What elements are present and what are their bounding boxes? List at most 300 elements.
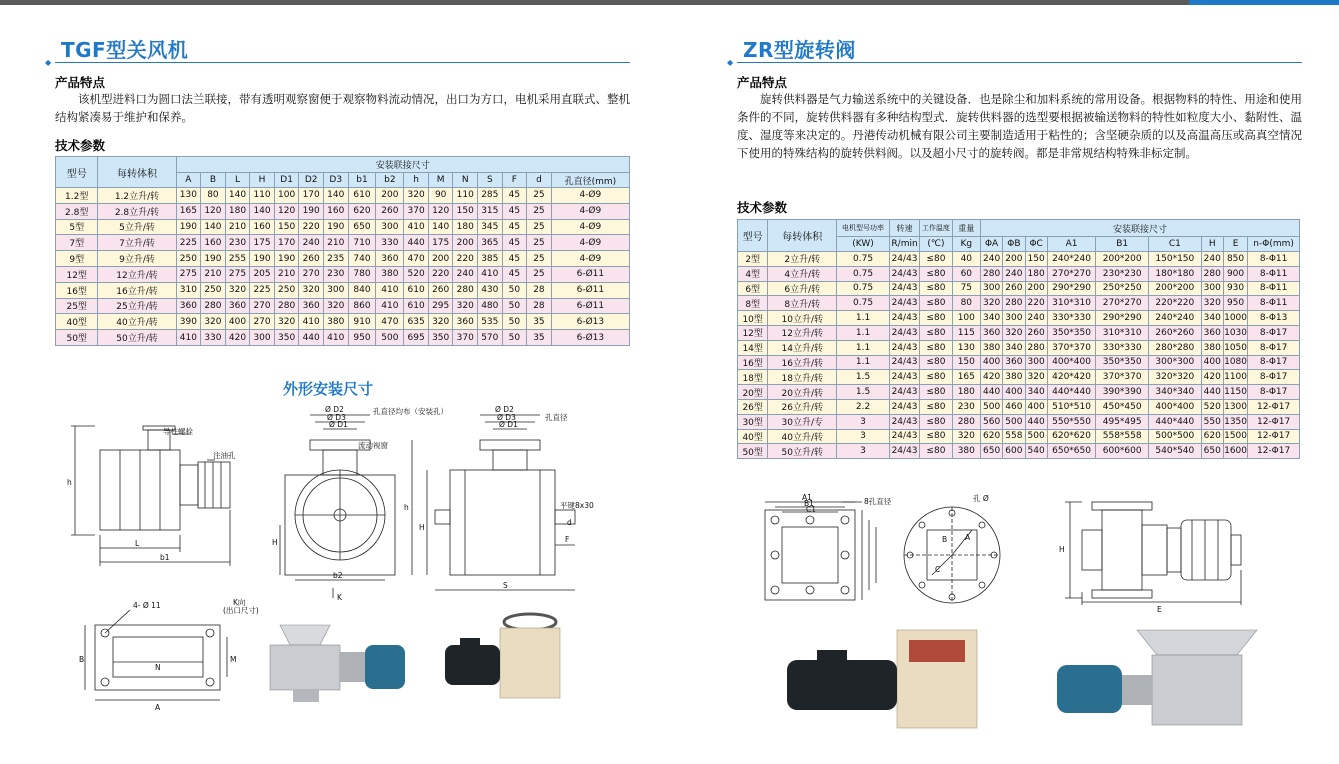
table-cell: 240 xyxy=(453,266,478,282)
tgf-spec-table xyxy=(55,156,630,346)
table-cell: 25 xyxy=(527,203,552,219)
table-cell: 1050 xyxy=(1223,340,1247,355)
dim-d2-end: Ø D2 xyxy=(495,405,514,414)
table-cell: 28 xyxy=(527,282,552,298)
table-cell: 50 xyxy=(502,314,527,330)
table-cell: 220 xyxy=(428,266,453,282)
table-cell: 200 xyxy=(1003,252,1025,267)
table-row xyxy=(56,314,630,330)
table-cell: 6-Ø11 xyxy=(551,282,629,298)
sub-header-cell: h xyxy=(404,173,429,188)
table-cell: 360 xyxy=(1003,355,1025,370)
table-cell: 30型 xyxy=(738,414,768,429)
table-cell: 440*440 xyxy=(1149,414,1202,429)
table-cell: 535 xyxy=(478,314,503,330)
bullet-diamond-icon: ◆ xyxy=(727,58,734,67)
table-cell: 2立升/转 xyxy=(768,252,837,267)
table-cell: 365 xyxy=(478,235,503,251)
table-cell: 370*370 xyxy=(1096,370,1149,385)
zr-header xyxy=(727,34,1302,67)
diagram-title: 外形安装尺寸 xyxy=(283,380,374,398)
end-view-drawing xyxy=(412,415,575,590)
zr-photo-cream xyxy=(787,630,977,728)
table-cell: 540 xyxy=(1025,444,1047,459)
table-cell: 520 xyxy=(1201,399,1223,414)
table-cell: 300 xyxy=(250,330,275,346)
title-rule xyxy=(737,62,1302,63)
table-cell: 380 xyxy=(323,314,348,330)
table-cell: 1.1 xyxy=(837,340,890,355)
table-cell: 4-Ø9 xyxy=(551,251,629,267)
table-cell: 410 xyxy=(176,330,201,346)
table-cell: 6型 xyxy=(738,281,768,296)
table-cell: 450*450 xyxy=(1096,399,1149,414)
top-bar xyxy=(0,0,1339,5)
table-cell: 35 xyxy=(527,330,552,346)
sub-header-cell: b2 xyxy=(376,173,404,188)
table-cell: 240*240 xyxy=(1149,311,1202,326)
dim-H-front: H xyxy=(272,538,278,547)
table-cell: 1500 xyxy=(1223,429,1247,444)
table-cell: 180 xyxy=(952,385,980,400)
table-cell: 25 xyxy=(527,266,552,282)
sub-header-cell: b1 xyxy=(348,173,376,188)
table-cell: 420*420 xyxy=(1047,370,1096,385)
table-cell: 410 xyxy=(376,298,404,314)
table-cell: 500 xyxy=(1003,414,1025,429)
table-cell: 510*510 xyxy=(1047,399,1096,414)
k-view-drawing xyxy=(85,610,227,700)
table-cell: 220 xyxy=(299,219,324,235)
table-cell: 275 xyxy=(176,266,201,282)
table-cell: 650 xyxy=(348,219,376,235)
table-cell: 440 xyxy=(980,385,1002,400)
table-row xyxy=(56,203,630,219)
table-cell: 558*558 xyxy=(1096,429,1149,444)
table-cell: 140 xyxy=(323,188,348,204)
dim-A1: A1 xyxy=(802,493,812,502)
table-cell: 320 xyxy=(453,298,478,314)
sub-header-cell: D1 xyxy=(274,173,299,188)
table-cell: 260*260 xyxy=(1149,325,1202,340)
table-cell: 18型 xyxy=(738,370,768,385)
table-row xyxy=(56,251,630,267)
table-cell: 35 xyxy=(527,314,552,330)
table-cell: 190 xyxy=(201,251,226,267)
table-cell: 440 xyxy=(1201,385,1223,400)
table-cell: 360 xyxy=(376,251,404,267)
table-cell: 570 xyxy=(478,330,503,346)
table-row xyxy=(56,298,630,314)
table-cell: 150 xyxy=(952,355,980,370)
table-cell: 140 xyxy=(201,219,226,235)
table-cell: 180 xyxy=(225,203,250,219)
zr-outline-drawings xyxy=(737,480,1302,760)
table-row xyxy=(56,266,630,282)
table-cell: 26型 xyxy=(738,399,768,414)
col-power-header: 电机型号功率 xyxy=(837,220,890,237)
holes-4-label: 4- Ø 11 xyxy=(133,601,161,610)
hole-d-label: 孔 Ø xyxy=(973,494,989,503)
table-cell: 9型 xyxy=(56,251,98,267)
table-cell: 150*150 xyxy=(1149,252,1202,267)
table-cell: 80 xyxy=(952,296,980,311)
table-cell: 290*290 xyxy=(1096,311,1149,326)
table-cell: 4-Ø9 xyxy=(551,188,629,204)
table-cell: 300 xyxy=(1025,355,1047,370)
table-cell: 360 xyxy=(299,298,324,314)
table-cell: 330 xyxy=(201,330,226,346)
table-cell: 320 xyxy=(952,429,980,444)
table-cell: 5立升/转 xyxy=(98,219,176,235)
sub-header-cell: n-Φ(mm) xyxy=(1248,237,1300,252)
sub-header-cell: F xyxy=(502,173,527,188)
col-model-header: 型号 xyxy=(56,157,98,188)
table-cell: 470 xyxy=(404,251,429,267)
table-cell: 8-Φ11 xyxy=(1248,252,1300,267)
flange-holes-label: 孔直径均布（安装孔） xyxy=(373,407,448,416)
table-cell: 345 xyxy=(478,219,503,235)
tgf-outline-drawings xyxy=(55,400,630,720)
table-cell: 175 xyxy=(428,235,453,251)
table-cell: 3 xyxy=(837,429,890,444)
table-cell: ≤80 xyxy=(920,399,952,414)
col-model-header: 型号 xyxy=(738,220,768,252)
table-cell: 24/43 xyxy=(889,281,919,296)
table-cell: 320 xyxy=(1003,325,1025,340)
table-cell: 8-Φ11 xyxy=(1248,281,1300,296)
table-cell: 150 xyxy=(274,219,299,235)
table-cell: 1600 xyxy=(1223,444,1247,459)
dim-B: B xyxy=(79,655,85,664)
table-cell: 170 xyxy=(299,188,324,204)
group-header: 安装联接尺寸 xyxy=(980,220,1299,237)
table-cell: 24/43 xyxy=(889,355,919,370)
table-cell: 24/43 xyxy=(889,325,919,340)
dim-C-round: C xyxy=(935,565,941,574)
table-cell: 950 xyxy=(1223,296,1247,311)
table-cell: 520 xyxy=(404,266,429,282)
table-cell: 330 xyxy=(376,235,404,251)
table-cell: 270 xyxy=(250,298,275,314)
table-cell: 310*310 xyxy=(1047,296,1096,311)
tgf-features-text: 该机型进料口为圆口法兰联接，带有透明观察窗便于观察物料流动情况，出口为方口，电机采用直联式、整机结构紧凑易于维护和保养。 xyxy=(55,92,630,124)
table-cell: 260 xyxy=(428,282,453,298)
table-cell: 310*310 xyxy=(1096,325,1149,340)
table-cell: 320 xyxy=(323,298,348,314)
col-volume-header: 每转体积 xyxy=(98,157,176,188)
table-cell: 80 xyxy=(201,188,226,204)
table-cell: 210 xyxy=(225,219,250,235)
dim-h-end: h xyxy=(404,503,409,512)
unit-header: Kg xyxy=(952,237,980,252)
table-cell: 50型 xyxy=(56,330,98,346)
table-cell: 740 xyxy=(348,251,376,267)
table-cell: 12型 xyxy=(56,266,98,282)
table-cell: ≤80 xyxy=(920,296,952,311)
table-cell: 360 xyxy=(980,325,1002,340)
table-row xyxy=(738,296,1300,311)
table-cell: 6-Ø13 xyxy=(551,330,629,346)
table-cell: 650 xyxy=(1201,444,1223,459)
dim-d3-end: Ø D3 xyxy=(497,413,516,422)
table-cell: 240 xyxy=(299,235,324,251)
holes-8-label: 8孔直径 xyxy=(864,497,892,506)
table-cell: 310 xyxy=(176,282,201,298)
table-cell: 40立升/转 xyxy=(98,314,176,330)
table-cell: 610 xyxy=(348,188,376,204)
table-cell: 4-Ø9 xyxy=(551,203,629,219)
table-cell: 7型 xyxy=(56,235,98,251)
table-cell: 75 xyxy=(952,281,980,296)
table-cell: 1350 xyxy=(1223,414,1247,429)
table-cell: 50 xyxy=(502,282,527,298)
table-cell: ≤80 xyxy=(920,325,952,340)
table-cell: 270 xyxy=(250,314,275,330)
table-cell: 140 xyxy=(225,188,250,204)
table-cell: 24/43 xyxy=(889,399,919,414)
table-cell: 558 xyxy=(1003,429,1025,444)
dim-K: K xyxy=(337,593,342,602)
table-cell: 12-Φ17 xyxy=(1248,399,1300,414)
dim-A-round: A xyxy=(965,533,971,542)
table-cell: 440 xyxy=(404,235,429,251)
table-cell: 190 xyxy=(176,219,201,235)
table-cell: 18立升/转 xyxy=(768,370,837,385)
top-bar-accent xyxy=(1189,0,1339,5)
table-cell: 180 xyxy=(1025,266,1047,281)
table-cell: 360 xyxy=(225,298,250,314)
table-cell: 320 xyxy=(225,282,250,298)
zr-features-text: 旋转供料器是气力输送系统中的关键设备．也是除尘和加料系统的常用设备。根据物料的特性、用途和使用条件的不同，旋转供料器有多种结构型式．旋转供料器的选型要根据被输送物料的特性如粒度大小、黏附性、温度、湿度等来决定的。丹港传动机械有限公司主要制造适用于粘性的；含坚硬杂质的以及高温高压或高真空情况下使用的特殊结构的旋转供料阀。以及超小尺寸的旋转阀。都是非常规结构特殊非标定制。 xyxy=(737,92,1302,160)
sub-header-cell: H xyxy=(1201,237,1223,252)
table-cell: 150 xyxy=(453,203,478,219)
table-cell: 220 xyxy=(453,251,478,267)
dim-h-left: h xyxy=(67,478,72,487)
table-cell: 220*220 xyxy=(1149,296,1202,311)
table-cell: 295 xyxy=(428,298,453,314)
table-cell: 50立升/转 xyxy=(768,444,837,459)
table-cell: 180 xyxy=(453,219,478,235)
table-cell: 420 xyxy=(1201,370,1223,385)
table-cell: 110 xyxy=(250,188,275,204)
col-temp-header: 工作温度 xyxy=(920,220,952,237)
table-cell: 160 xyxy=(250,219,275,235)
sub-header-cell: 孔直径(mm) xyxy=(551,173,629,188)
table-row xyxy=(56,330,630,346)
side-view-drawing xyxy=(71,426,230,566)
table-cell: 1100 xyxy=(1223,370,1247,385)
table-cell: 2.2 xyxy=(837,399,890,414)
table-cell: 440 xyxy=(1025,414,1047,429)
table-cell: 400 xyxy=(1201,355,1223,370)
dim-b2: b2 xyxy=(333,571,343,580)
table-cell: 140 xyxy=(428,219,453,235)
table-cell: 50型 xyxy=(738,444,768,459)
sub-header-cell: ΦB xyxy=(1003,237,1025,252)
table-cell: 3 xyxy=(837,414,890,429)
table-cell: 2型 xyxy=(738,252,768,267)
table-cell: 12-Φ17 xyxy=(1248,444,1300,459)
flange-square-drawing xyxy=(765,502,876,600)
table-cell: 130 xyxy=(952,340,980,355)
table-cell: 370 xyxy=(404,203,429,219)
table-cell: 550*550 xyxy=(1047,414,1096,429)
table-cell: 380 xyxy=(376,266,404,282)
table-cell: 150 xyxy=(1025,252,1047,267)
table-row xyxy=(738,385,1300,400)
table-row xyxy=(738,340,1300,355)
table-cell: 16型 xyxy=(738,355,768,370)
table-row xyxy=(738,311,1300,326)
dim-d: d xyxy=(567,518,572,527)
table-cell: 1.2立升/转 xyxy=(98,188,176,204)
table-cell: 285 xyxy=(478,188,503,204)
table-cell: 320 xyxy=(428,314,453,330)
table-cell: 1030 xyxy=(1223,325,1247,340)
table-cell: 200*200 xyxy=(1149,281,1202,296)
bullet-diamond-icon: ◆ xyxy=(45,58,52,67)
table-cell: 12-Φ17 xyxy=(1248,414,1300,429)
table-cell: 8-Φ17 xyxy=(1248,355,1300,370)
table-cell: 1.1 xyxy=(837,355,890,370)
col-speed-header: 转速 xyxy=(889,220,919,237)
table-cell: 210 xyxy=(274,266,299,282)
table-cell: 220 xyxy=(1025,296,1047,311)
table-cell: 500*500 xyxy=(1149,429,1202,444)
table-cell: 16立升/转 xyxy=(768,355,837,370)
table-cell: 50立升/转 xyxy=(98,330,176,346)
table-cell: 230 xyxy=(225,235,250,251)
table-cell: 4立升/转 xyxy=(768,266,837,281)
table-cell: 780 xyxy=(348,266,376,282)
table-cell: 25 xyxy=(527,219,552,235)
table-cell: 130 xyxy=(176,188,201,204)
table-cell: ≤80 xyxy=(920,355,952,370)
dim-H: H xyxy=(1059,545,1065,554)
bolt-hole-label: 导柱螺栓 xyxy=(163,427,193,436)
table-cell: 225 xyxy=(176,235,201,251)
table-row xyxy=(738,444,1300,459)
table-cell: 110 xyxy=(453,188,478,204)
dim-d1-front: Ø D1 xyxy=(329,420,348,429)
table-cell: 100 xyxy=(274,188,299,204)
table-cell: 400 xyxy=(980,355,1002,370)
table-cell: 280 xyxy=(1003,296,1025,311)
tgf-header xyxy=(45,34,630,67)
dim-d3-front: Ø D3 xyxy=(327,413,346,422)
table-cell: 8-Φ13 xyxy=(1248,311,1300,326)
table-cell: 280 xyxy=(201,298,226,314)
table-cell: ≤80 xyxy=(920,281,952,296)
table-cell: 200 xyxy=(428,251,453,267)
outlet-holes-label: 孔直径 xyxy=(545,413,568,422)
table-cell: 9立升/转 xyxy=(98,251,176,267)
table-cell: 320 xyxy=(1201,296,1223,311)
valve-side-drawing xyxy=(1065,502,1241,605)
table-row xyxy=(738,355,1300,370)
table-cell: 340 xyxy=(1003,340,1025,355)
table-cell: 480 xyxy=(478,298,503,314)
table-cell: 390*390 xyxy=(1096,385,1149,400)
table-cell: 400 xyxy=(1025,399,1047,414)
table-cell: 610 xyxy=(404,298,429,314)
table-cell: 280*280 xyxy=(1149,340,1202,355)
table-cell: 165 xyxy=(176,203,201,219)
dim-L: L xyxy=(135,539,140,548)
table-row xyxy=(56,235,630,251)
table-cell: 280 xyxy=(952,414,980,429)
table-cell: 910 xyxy=(348,314,376,330)
flange-round-drawing xyxy=(904,507,1000,603)
table-cell: 8型 xyxy=(738,296,768,311)
table-cell: 60 xyxy=(952,266,980,281)
tgf-params-heading: 技术参数 xyxy=(55,138,106,153)
table-cell: ≤80 xyxy=(920,370,952,385)
table-cell: 260 xyxy=(376,203,404,219)
table-cell: 240*240 xyxy=(1047,252,1096,267)
dim-C1: C1 xyxy=(806,505,817,514)
table-cell: 10型 xyxy=(738,311,768,326)
table-cell: 420 xyxy=(980,370,1002,385)
zr-title: ZR型旋转阀 xyxy=(743,38,856,62)
table-cell: 350 xyxy=(274,330,299,346)
table-cell: 300 xyxy=(1201,281,1223,296)
table-cell: 16立升/转 xyxy=(98,282,176,298)
table-cell: ≤80 xyxy=(920,429,952,444)
table-cell: ≤80 xyxy=(920,414,952,429)
table-cell: 330*330 xyxy=(1047,311,1096,326)
table-cell: 650*650 xyxy=(1047,444,1096,459)
dim-E: E xyxy=(1157,605,1162,614)
table-cell: 1.1 xyxy=(837,325,890,340)
table-cell: ≤80 xyxy=(920,340,952,355)
table-cell: 12型 xyxy=(738,325,768,340)
table-cell: 500 xyxy=(980,399,1002,414)
table-cell: 190 xyxy=(274,251,299,267)
table-cell: 6-Ø11 xyxy=(551,266,629,282)
table-cell: 300 xyxy=(1003,311,1025,326)
table-cell: 240 xyxy=(1003,266,1025,281)
table-cell: ≤80 xyxy=(920,311,952,326)
inspection-hole-label: 注油孔 xyxy=(213,451,236,460)
table-cell: 270*270 xyxy=(1096,296,1149,311)
table-cell: 410 xyxy=(323,330,348,346)
table-cell: 28 xyxy=(527,298,552,314)
table-cell: 470 xyxy=(376,314,404,330)
table-cell: 250 xyxy=(176,251,201,267)
table-cell: 235 xyxy=(323,251,348,267)
table-cell: 400 xyxy=(225,314,250,330)
table-cell: 0.75 xyxy=(837,252,890,267)
table-cell: 225 xyxy=(250,282,275,298)
table-cell: 45 xyxy=(502,266,527,282)
table-cell: 50 xyxy=(502,298,527,314)
table-cell: 0.75 xyxy=(837,266,890,281)
table-cell: 14立升/转 xyxy=(768,340,837,355)
table-cell: 300*300 xyxy=(1149,355,1202,370)
table-cell: 320 xyxy=(274,314,299,330)
table-cell: 1.5 xyxy=(837,385,890,400)
table-cell: 900 xyxy=(1223,266,1247,281)
table-cell: 230*230 xyxy=(1096,266,1149,281)
dim-H-end: H xyxy=(419,523,425,532)
table-cell: 30立升/专 xyxy=(768,414,837,429)
table-cell: 610 xyxy=(404,282,429,298)
table-cell: 950 xyxy=(348,330,376,346)
table-cell: 10立升/转 xyxy=(768,311,837,326)
table-cell: 12-Φ17 xyxy=(1248,429,1300,444)
